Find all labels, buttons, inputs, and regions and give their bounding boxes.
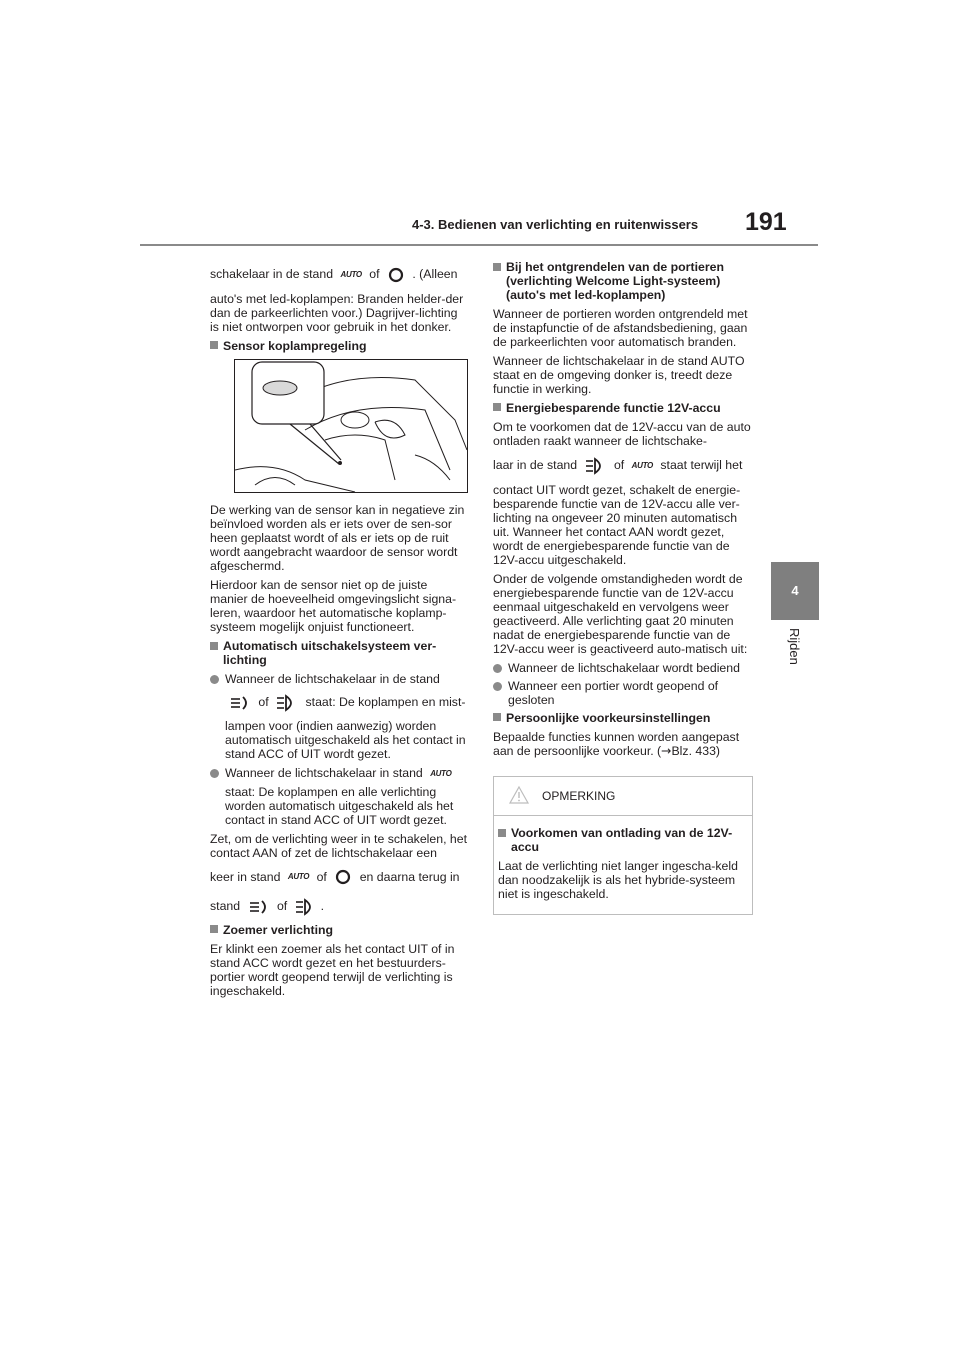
text: Wanneer de lichtschakelaar wordt bediend: [508, 660, 740, 675]
heading-text: Energiebesparende functie 12V-accu: [506, 401, 721, 415]
paragraph-welcome-2: Wanneer de lichtschakelaar in de stand AUTO staat en de omgeving donker is, treedt deze functie in werking.: [493, 354, 745, 396]
square-bullet-icon: [493, 713, 501, 721]
note-paragraph: Laat de verlichting niet langer ingescha-keld dan noodzakelijk is als het hybride-systeem niet is ingeschakeld.: [498, 858, 738, 901]
arrow-icon: →: [661, 743, 672, 758]
text: Bepaalde functies kunnen worden aangepast aan de persoonlijke voorkeur. (: [493, 729, 740, 758]
text: of: [276, 899, 288, 914]
round-bullet-icon: [210, 675, 219, 684]
text: stand: [210, 899, 241, 914]
bullet-item-headlights: [210, 672, 468, 686]
headlight-icon: [295, 898, 317, 916]
note-heading: [498, 826, 746, 854]
car-interior-drawing: [235, 360, 467, 492]
text: keer in stand: [210, 869, 281, 884]
page-number: 191: [745, 208, 787, 236]
paragraph-daylight: [210, 262, 468, 287]
headlight-icon: [276, 694, 298, 712]
bullet-item-headlights-icons: [210, 690, 468, 714]
heading-buzzer: [210, 923, 468, 937]
paragraph-sensor-2: Hierdoor kan de sensor niet op de juiste manier de hoeveelheid omgevingslicht signa-leren, waardoor het automatische koplamp-systeem mogelijk onjuist functioneert.: [210, 577, 457, 634]
paragraph-personal-settings: [493, 730, 755, 758]
auto-icon: AUTO: [631, 460, 653, 470]
paragraph-buzzer: Er klinkt een zoemer als het contact UIT of in stand ACC wordt gezet en het bestuurders-portier wordt geopend terwijl de verlichting is ingeschakeld.: [210, 942, 455, 999]
square-bullet-icon: [210, 642, 218, 650]
paragraph-welcome-1: Wanneer de portieren worden ontgrendeld met de instapfunctie of de afstandsbediening, gaan de parkeerlichten voor automatisch branden.: [493, 307, 748, 349]
bullet-item-auto-cont: staat: De koplampen en alle verlichting worden automatisch uitgeschakeld als het contact in stand ACC of UIT wordt gezet.: [225, 784, 454, 827]
text: en daarna terug in: [359, 869, 460, 884]
header-divider: [140, 244, 818, 246]
round-bullet-icon: [493, 664, 502, 673]
left-column: [210, 262, 468, 1003]
heading-sensor: [210, 339, 468, 353]
text: Wanneer de lichtschakelaar in stand: [225, 765, 423, 780]
text: of: [258, 694, 269, 709]
warning-triangle-icon: [508, 785, 530, 805]
paragraph-energy-3: contact UIT wordt gezet, schakelt de energie-besparende functie van de 12V-accu alle ver-lichting na ongeveer 20 minuten automatisch uit. Wanneer het contact AAN wordt gezet, wordt de energiebesparende functie van de 12V-accu uitgeschakeld.: [493, 482, 741, 567]
text: schakelaar in de stand: [210, 267, 334, 281]
right-column: [493, 256, 755, 915]
headlight-icon: [585, 457, 607, 475]
square-bullet-icon: [210, 341, 218, 349]
text: laar in de stand: [493, 458, 578, 472]
bullet-item-headlights-cont: lampen voor (indien aanwezig) worden automatisch uitgeschakeld als het contact in stand ACC of UIT wordt gezet.: [225, 718, 466, 761]
paragraph-energy-4: Onder de volgende omstandigheden wordt de energiebesparende functie van de 12V-accu eenmaal uitgeschakeld en vervolgens weer geactiveerd. Alle verlichting gaat 20 minuten nadat de energiebesparende functie van de 12V-accu weer is geactiveerd auto-matisch uit:: [493, 571, 748, 656]
paragraph-energy-1: Om te voorkomen dat de 12V-accu van de auto ontladen raakt wanneer de lichtschake-: [493, 420, 751, 448]
heading-text: Automatisch uitschakelsysteem ver-lichting: [223, 638, 437, 667]
text: of: [369, 267, 380, 281]
lamp-off-icon: [334, 868, 352, 886]
paragraph-reactivate: Zet, om de verlichting weer in te schakelen, het contact AAN of zet de lichtschakelaar een: [210, 831, 467, 860]
paragraph-reactivate-2: [210, 865, 468, 890]
heading-personal-settings: [493, 711, 755, 725]
text: staat: De koplampen en mist-: [305, 694, 466, 709]
note-body: [494, 816, 752, 914]
paragraph-reactivate-3: [210, 894, 468, 918]
heading-text: Bij het ontgrendelen van de portieren (verlichting Welcome Light-systeem) (auto's met led-koplampen): [506, 260, 724, 302]
paragraph-daylight-cont: auto's met led-koplampen: Branden helder-der dan de parkeerlichten voor.) Dagrijver-lichting is niet ontworpen voor gebruik in het donker.: [210, 291, 464, 334]
note-box: [493, 776, 753, 915]
square-bullet-icon: [498, 829, 506, 837]
text: of: [613, 458, 625, 472]
square-bullet-icon: [493, 403, 501, 411]
text: of: [316, 869, 327, 884]
heading-auto-off: [210, 639, 468, 667]
note-title: OPMERKING: [542, 788, 616, 803]
lamp-off-icon: [387, 266, 405, 284]
fog-light-icon: [229, 695, 251, 711]
section-title: 4-3. Bedienen van verlichting en ruitenwissers: [412, 217, 699, 232]
paragraph-sensor-1: De werking van de sensor kan in negatieve zin beïnvloed worden als er iets over de sen-sor heen geplaatst wordt of als er iets op de ruit wordt aangebracht waardoor de sensor wordt afgeschermd.: [210, 502, 465, 573]
text: . (Alleen: [412, 267, 458, 281]
heading-text: Persoonlijke voorkeursinstellingen: [506, 710, 711, 725]
fog-light-icon: [248, 899, 270, 915]
sensor-illustration: [234, 359, 468, 493]
text: staat terwijl het: [660, 458, 743, 472]
heading-text: Zoemer verlichting: [223, 923, 334, 938]
note-header: [494, 777, 752, 816]
chapter-label: [787, 628, 802, 665]
text: Wanneer een portier wordt geopend of gesloten: [508, 678, 719, 707]
square-bullet-icon: [210, 925, 218, 933]
bullet-item-auto: [210, 766, 468, 781]
chapter-tab: 4: [771, 562, 819, 620]
round-bullet-icon: [210, 769, 219, 778]
text: Wanneer de lichtschakelaar in de stand: [225, 671, 440, 686]
bullet-item-switch: [493, 661, 755, 675]
square-bullet-icon: [493, 263, 501, 271]
heading-welcome-light: [493, 260, 755, 302]
auto-icon: AUTO: [287, 872, 310, 882]
page-reference-link[interactable]: Blz. 433): [671, 743, 721, 758]
auto-icon: AUTO: [430, 768, 452, 778]
heading-energy-saving: [493, 401, 755, 415]
chapter-label-text: Rijden: [787, 628, 802, 665]
paragraph-energy-2: [493, 453, 755, 478]
auto-icon: AUTO: [340, 269, 362, 279]
round-bullet-icon: [493, 682, 502, 691]
heading-text: Voorkomen van ontlading van de 12V-accu: [511, 825, 733, 854]
text: .: [320, 899, 325, 914]
bullet-item-door: [493, 679, 755, 707]
heading-text: Sensor koplampregeling: [223, 338, 367, 353]
